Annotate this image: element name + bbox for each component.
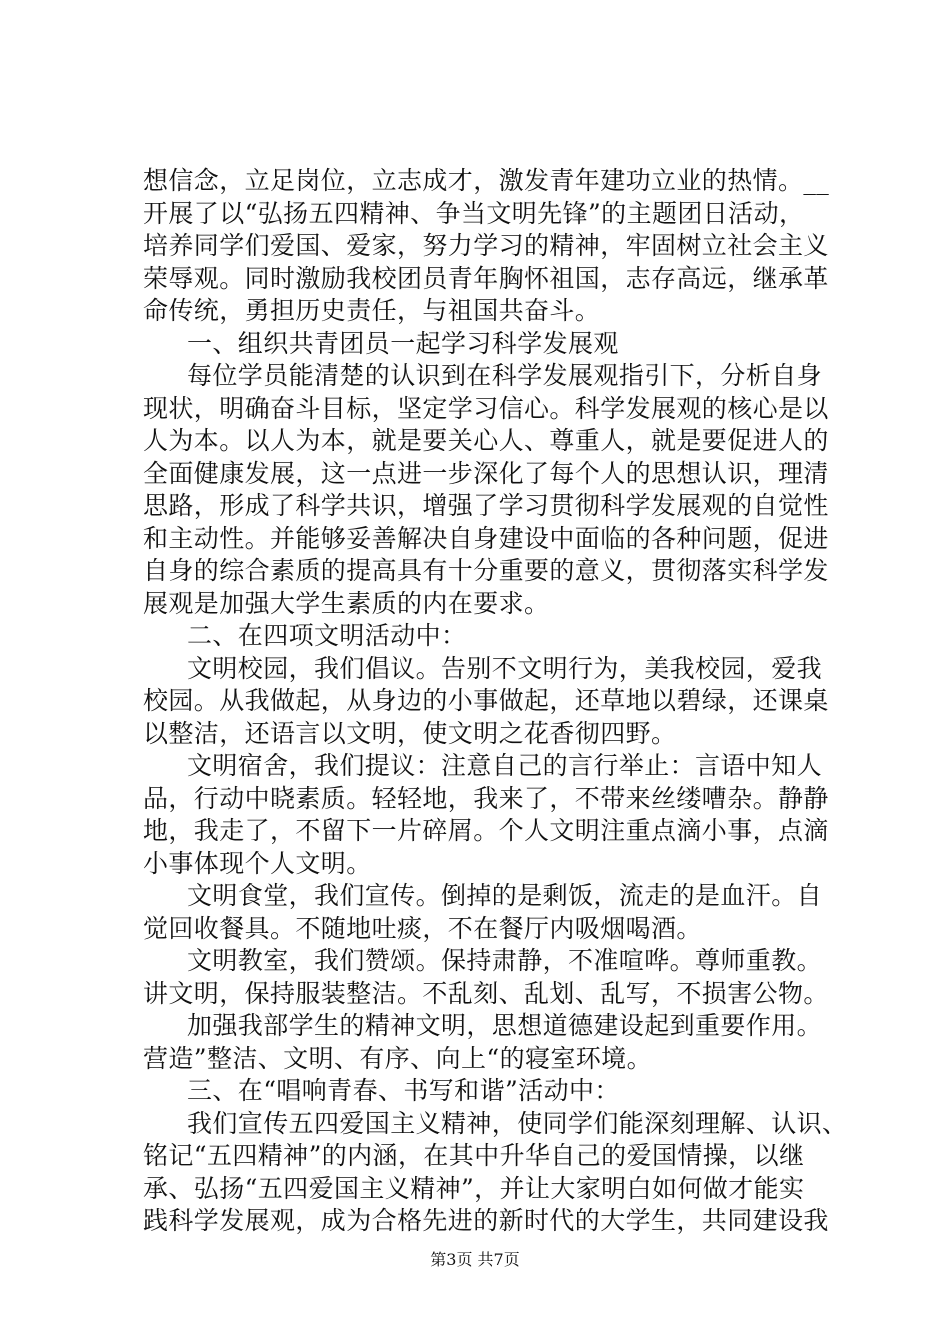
text-line: 我们宣传五四爱国主义精神，使同学们能深刻理解、认识、	[187, 1108, 848, 1138]
text-line: 加强我部学生的精神文明，思想道德建设起到重要作用。	[187, 1011, 823, 1040]
text-line: 践科学发展观，成为合格先进的新时代的大学生，共同建设我	[143, 1206, 829, 1235]
text-line: 命传统，勇担历史责任，与祖国共奋斗。	[143, 296, 601, 325]
text-line: 文明校园，我们倡议。告别不文明行为，美我校园，爱我	[187, 653, 823, 683]
text-line: 文明宿舍，我们提议：注意自己的言行举止：言语中知人	[187, 751, 823, 780]
text-line: 培养同学们爱国、爱家，努力学习的精神，牢固树立社会主义	[143, 231, 829, 260]
page-number-label: 第3页 共7页	[430, 1250, 520, 1269]
document-body	[143, 165, 848, 1238]
text-line: 开展了以“弘扬五四精神、争当文明先锋”的主题团日活动，	[143, 198, 805, 228]
text-line: 和主动性。并能够妥善解决自身建设中面临的各种问题，促进	[143, 523, 829, 553]
text-line: 以整洁，还语言以文明，使文明之花香彻四野。	[143, 718, 677, 748]
text-line: 文明食堂，我们宣传。倒掉的是剩饭，流走的是血汗。自	[187, 881, 823, 910]
text-line: 小事体现个人文明。	[143, 848, 372, 878]
text-line: 荣辱观。同时激励我校团员青年胸怀祖国，志存高远，继承革	[143, 263, 829, 293]
text-line: 二、在四项文明活动中：	[187, 621, 467, 650]
text-line: 每位学员能清楚的认识到在科学发展观指引下，分析自身	[187, 361, 823, 390]
text-line: 承、弘扬“五四爱国主义精神”，并让大家明白如何做才能实	[143, 1173, 805, 1203]
text-line: 校园。从我做起，从身边的小事做起，还草地以碧绿，还课桌	[143, 686, 829, 715]
text-line: 铭记“五四精神”的内涵，在其中升华自己的爱国情操，以继	[143, 1141, 805, 1170]
text-line: 全面健康发展，这一点进一步深化了每个人的思想认识，理清	[143, 458, 829, 488]
text-line: 人为本。以人为本，就是要关心人、尊重人，就是要促进人的	[143, 426, 829, 455]
text-line: 现状，明确奋斗目标，坚定学习信心。科学发展观的核心是以	[143, 393, 829, 423]
text-line: 觉回收餐具。不随地吐痰，不在餐厅内吸烟喝酒。	[143, 913, 702, 943]
text-line: 展观是加强大学生素质的内在要求。	[143, 588, 550, 618]
text-line: 思路，形成了科学共识，增强了学习贯彻科学发展观的自觉性	[143, 491, 829, 520]
text-line: 品，行动中晓素质。轻轻地，我来了，不带来丝缕嘈杂。静静	[143, 783, 829, 813]
page-footer	[0, 1250, 950, 1270]
text-line: 文明教室，我们赞颂。保持肃静，不准喧哗。尊师重教。	[187, 946, 823, 975]
text-line: 一、组织共青团员一起学习科学发展观	[187, 328, 619, 358]
text-line: 想信念，立足岗位，立志成才，激发青年建功立业的热情。__	[143, 166, 830, 195]
text-line: 讲文明，保持服装整洁。不乱刻、乱划、乱写，不损害公物。	[143, 978, 829, 1008]
text-line: 地，我走了，不留下一片碎屑。个人文明注重点滴小事，点滴	[143, 816, 829, 845]
text-line: 营造”整洁、文明、有序、向上“的寝室环境。	[143, 1043, 652, 1073]
text-line: 自身的综合素质的提高具有十分重要的意义，贯彻落实科学发	[143, 556, 829, 585]
text-line: 三、在“唱响青春、书写和谐”活动中：	[187, 1076, 620, 1105]
